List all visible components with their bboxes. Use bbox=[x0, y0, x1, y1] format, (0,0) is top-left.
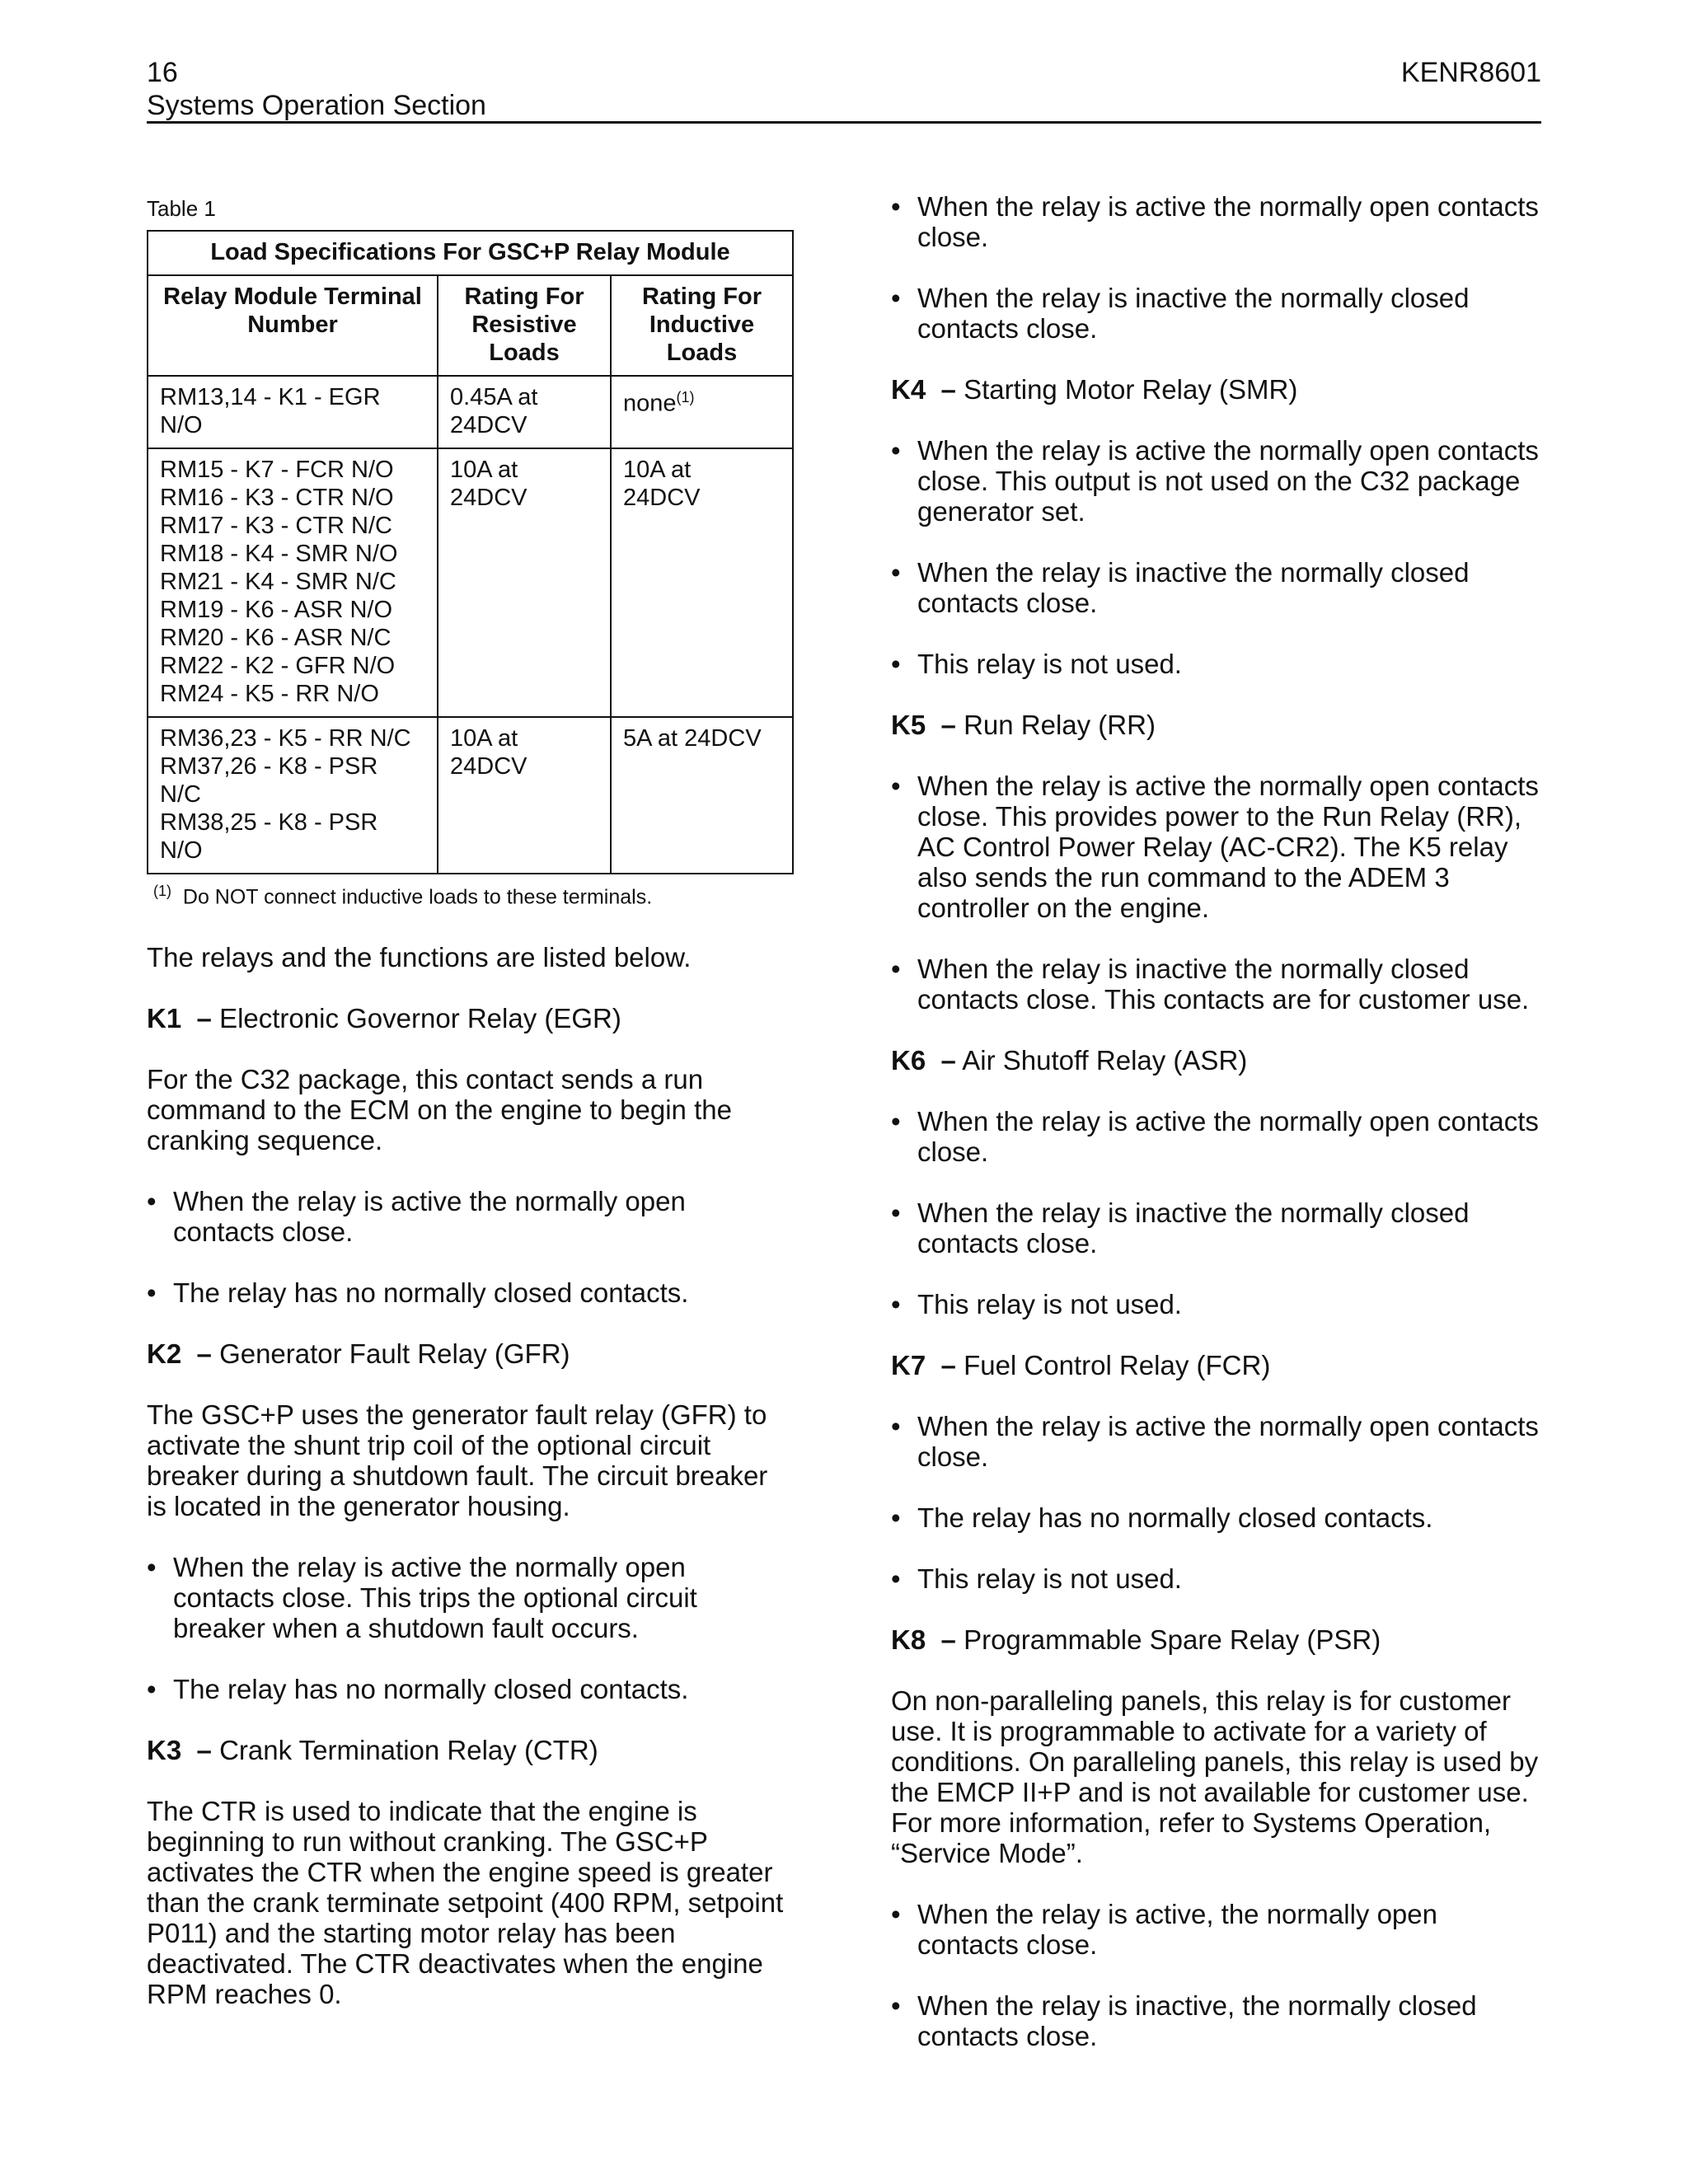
list-item: • When the relay is active the normally open contacts close. This trips the optional circuit breaker when a shutdown fault occurs. bbox=[147, 1552, 697, 1644]
list-item: • The relay has no normally closed contacts. bbox=[147, 1277, 689, 1309]
k8-heading: K8 – Programmable Spare Relay (PSR) bbox=[891, 1624, 1381, 1655]
cell-terminal bbox=[148, 717, 438, 874]
cell-line: RM17 - K3 - CTR N/C bbox=[160, 513, 392, 539]
cell-line: N/C bbox=[160, 781, 201, 808]
cell-line: RM38,25 - K8 - PSR bbox=[160, 809, 378, 836]
table-row bbox=[148, 448, 793, 717]
k5-bullets bbox=[891, 771, 1541, 1015]
list-item: • The relay has no normally closed contacts. bbox=[147, 1674, 689, 1705]
relay-title: Electronic Governor Relay (EGR) bbox=[219, 1003, 621, 1034]
header-inductive: Rating For Inductive Loads bbox=[611, 275, 793, 376]
list-item: • When the relay is inactive, the normally closed contacts close. bbox=[891, 1990, 1477, 2051]
relay-code: K2 bbox=[147, 1338, 182, 1370]
relay-code: K6 bbox=[891, 1045, 926, 1076]
cell-inductive: 5A at 24DCV bbox=[611, 717, 793, 874]
list-item: • This relay is not used. bbox=[891, 649, 1182, 679]
k2-heading: K2 – Generator Fault Relay (GFR) bbox=[147, 1338, 570, 1370]
relay-code: K4 bbox=[891, 374, 926, 405]
cell-resistive bbox=[438, 376, 611, 448]
cell-line: 24DCV bbox=[450, 753, 528, 780]
cell-line: RM15 - K7 - FCR N/O bbox=[160, 457, 394, 483]
k4-bullets bbox=[891, 435, 1541, 679]
relay-title: Fuel Control Relay (FCR) bbox=[964, 1350, 1271, 1380]
k3-heading: K3 – Crank Termination Relay (CTR) bbox=[147, 1735, 598, 1766]
table-caption: Table 1 bbox=[147, 196, 216, 221]
cell-terminal bbox=[148, 448, 438, 717]
cell-line: RM18 - K4 - SMR N/O bbox=[160, 541, 398, 567]
relay-code: K5 bbox=[891, 710, 926, 740]
footnote-mark: (1) bbox=[153, 883, 171, 899]
cell-line: 0.45A at bbox=[450, 384, 538, 410]
document-id: KENR8601 bbox=[1400, 57, 1541, 88]
cell-line: N/O bbox=[160, 412, 203, 438]
list-item: • This relay is not used. bbox=[891, 1289, 1182, 1319]
list-item: • When the relay is inactive the normally closed contacts close. bbox=[891, 1197, 1470, 1258]
k1-heading: K1 – Electronic Governor Relay (EGR) bbox=[147, 1003, 621, 1034]
k1-bullets bbox=[147, 1186, 794, 1308]
relay-title: Run Relay (RR) bbox=[964, 710, 1156, 740]
k7-bullets bbox=[891, 1411, 1541, 1594]
table-row bbox=[148, 376, 793, 448]
list-item: • When the relay is active the normally open contacts close. This output is not used on the C32 package generator set. bbox=[891, 435, 1539, 527]
cell-terminal bbox=[148, 376, 438, 448]
k3-bullets bbox=[891, 191, 1541, 344]
page-number: 16 bbox=[147, 57, 178, 88]
header-divider bbox=[147, 121, 1541, 124]
table-title: Load Specifications For GSC+P Relay Module bbox=[148, 231, 793, 275]
k8-paragraph: On non-paralleling panels, this relay is for customer use. It is programmable to activate for a variety of conditions. On paralleling panels, this relay is used by the EMCP II+P and is not available for customer use. For more information, refer to Systems Operation, “Service Mode”. bbox=[891, 1685, 1539, 1868]
list-item: • When the relay is active the normally open contacts close. This provides power to the Run Relay (RR), AC Control Power Relay (AC-CR2). The K5 relay also sends the run command to the ADEM 3 controller on the engine. bbox=[891, 771, 1539, 923]
relay-title: Generator Fault Relay (GFR) bbox=[219, 1338, 570, 1370]
footnote-ref: (1) bbox=[676, 389, 695, 405]
table-footnote bbox=[147, 883, 794, 909]
cell-line: RM16 - K3 - CTR N/O bbox=[160, 485, 394, 511]
cell-line: RM36,23 - K5 - RR N/C bbox=[160, 725, 411, 752]
list-item: • When the relay is active the normally open contacts close. bbox=[891, 191, 1539, 252]
cell-line: N/O bbox=[160, 837, 203, 864]
k5-heading: K5 – Run Relay (RR) bbox=[891, 710, 1156, 740]
relay-title: Crank Termination Relay (CTR) bbox=[219, 1735, 598, 1766]
table-header-row bbox=[148, 275, 793, 376]
cell-line: 24DCV bbox=[450, 485, 528, 511]
k7-heading: K7 – Fuel Control Relay (FCR) bbox=[891, 1350, 1271, 1380]
relay-code: K8 bbox=[891, 1624, 926, 1655]
cell-line: 24DCV bbox=[623, 485, 701, 511]
cell-inductive bbox=[611, 376, 793, 448]
cell-line: RM19 - K6 - ASR N/O bbox=[160, 597, 393, 623]
relay-title: Air Shutoff Relay (ASR) bbox=[962, 1045, 1248, 1076]
k4-heading: K4 – Starting Motor Relay (SMR) bbox=[891, 374, 1298, 405]
page-header-left bbox=[147, 56, 486, 122]
section-title: Systems Operation Section bbox=[147, 90, 486, 121]
relay-code: K1 bbox=[147, 1003, 182, 1034]
list-item: • When the relay is active the normally open contacts close. bbox=[891, 1106, 1539, 1167]
cell-line: 10A at bbox=[450, 725, 518, 752]
relay-title: Starting Motor Relay (SMR) bbox=[964, 374, 1298, 405]
cell-resistive bbox=[438, 448, 611, 717]
k2-paragraph: The GSC+P uses the generator fault relay (GFR) to activate the shunt trip coil of the optional circuit breaker during a shutdown fault. The circuit breaker is located in the generator housing. bbox=[147, 1399, 768, 1522]
relay-code: K7 bbox=[891, 1350, 926, 1380]
relay-code: K3 bbox=[147, 1735, 182, 1766]
cell-inductive bbox=[611, 448, 793, 717]
cell-line: 24DCV bbox=[450, 412, 528, 438]
list-item: • When the relay is inactive the normally closed contacts close. bbox=[891, 283, 1470, 344]
cell-line: RM21 - K4 - SMR N/C bbox=[160, 569, 396, 595]
k6-bullets bbox=[891, 1106, 1541, 1319]
right-column bbox=[891, 191, 1541, 2082]
cell-line: RM13,14 - K1 - EGR bbox=[160, 384, 381, 410]
cell-line: RM22 - K2 - GFR N/O bbox=[160, 653, 396, 679]
k1-paragraph: For the C32 package, this contact sends a run command to the ECM on the engine to begin the cranking sequence. bbox=[147, 1064, 732, 1156]
footnote-text: Do NOT connect inductive loads to these terminals. bbox=[182, 885, 653, 909]
load-spec-table bbox=[147, 230, 794, 874]
list-item: • When the relay is inactive the normally closed contacts close. bbox=[891, 557, 1470, 618]
list-item: • When the relay is inactive the normally closed contacts close. This contacts are for customer use. bbox=[891, 954, 1530, 1015]
cell-line: RM20 - K6 - ASR N/C bbox=[160, 625, 392, 651]
k6-heading: K6 – Air Shutoff Relay (ASR) bbox=[891, 1045, 1248, 1076]
cell-line: 10A at bbox=[450, 457, 518, 483]
list-item: • When the relay is active the normally open contacts close. bbox=[147, 1186, 686, 1248]
relay-title: Programmable Spare Relay (PSR) bbox=[964, 1624, 1381, 1655]
list-item: • The relay has no normally closed contacts. bbox=[891, 1502, 1433, 1533]
header-terminal: Relay Module Terminal Number bbox=[148, 275, 438, 376]
intro-paragraph: The relays and the functions are listed below. bbox=[147, 942, 692, 973]
header-resistive: Rating For Resistive Loads bbox=[438, 275, 611, 376]
cell-value: none bbox=[623, 390, 677, 417]
cell-line: RM24 - K5 - RR N/O bbox=[160, 681, 379, 707]
list-item: • This relay is not used. bbox=[891, 1563, 1182, 1594]
list-item: • When the relay is active the normally open contacts close. bbox=[891, 1411, 1539, 1472]
k2-bullets bbox=[147, 1552, 794, 1704]
cell-line: 10A at bbox=[623, 457, 692, 483]
k3-paragraph: The CTR is used to indicate that the engine is beginning to run without cranking. The GSC+P activates the CTR when the engine speed is greater than the crank terminate setpoint (400 RPM, setpoint P011) and the starting motor relay has been deactivated. The CTR deactivates when the engine RPM reaches 0. bbox=[147, 1796, 784, 2010]
cell-line: RM37,26 - K8 - PSR bbox=[160, 753, 378, 780]
table-row bbox=[148, 717, 793, 874]
left-column bbox=[147, 191, 794, 2040]
list-item: • When the relay is active, the normally open contacts close. bbox=[891, 1899, 1437, 1960]
k8-bullets bbox=[891, 1899, 1541, 2051]
cell-resistive bbox=[438, 717, 611, 874]
